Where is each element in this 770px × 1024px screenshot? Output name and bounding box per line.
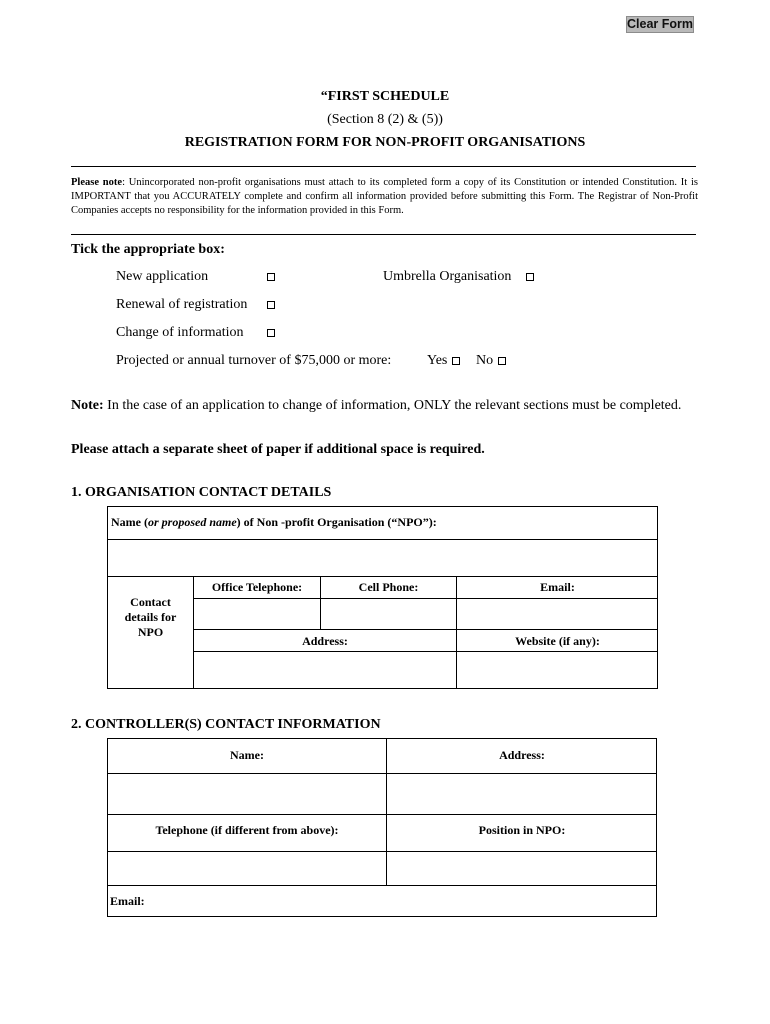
new-application-checkbox[interactable] [267, 273, 275, 281]
table2-rule [107, 885, 657, 886]
umbrella-checkbox[interactable] [526, 273, 534, 281]
email-field[interactable] [458, 600, 657, 628]
office-telephone-label: Office Telephone: [211, 580, 303, 594]
divider-notice [71, 234, 696, 235]
email-label: Email: [540, 580, 575, 594]
divider-top [71, 166, 696, 167]
umbrella-label: Umbrella Organisation [383, 269, 512, 284]
website-field[interactable] [458, 653, 657, 688]
controller-email-label: Email: [110, 894, 145, 908]
attach-note: Please attach a separate sheet of paper if additional space is required. [71, 442, 485, 457]
contact-details-label: Contact details for NPO [124, 595, 177, 639]
turnover-yes-label: Yes [427, 353, 448, 368]
turnover-yes-checkbox[interactable] [452, 357, 460, 365]
table2-rule [107, 851, 657, 852]
website-label: Website (if any): [515, 634, 600, 648]
address-field[interactable] [195, 653, 455, 688]
address-label: Address: [302, 634, 348, 648]
renewal-label: Renewal of registration [116, 297, 248, 312]
table2-rule [107, 814, 657, 815]
change-checkbox[interactable] [267, 329, 275, 337]
table1-rule [193, 629, 658, 630]
npo-name-label: Name (or proposed name) of Non -profit Organisation (“NPO”): [111, 515, 437, 529]
table1-rule [193, 651, 658, 652]
turnover-no-checkbox[interactable] [498, 357, 506, 365]
controller-address-label: Address: [499, 748, 545, 762]
change-note: Note: In the case of an application to change of information, ONLY the relevant sections must be completed. [71, 398, 682, 413]
controller-name-field[interactable] [109, 775, 385, 813]
controller-email-field[interactable] [150, 887, 656, 916]
section1-heading: 1. ORGANISATION CONTACT DETAILS [71, 485, 332, 500]
controller-position-field[interactable] [388, 853, 656, 884]
change-label: Change of information [116, 325, 244, 340]
controller-telephone-field[interactable] [109, 853, 385, 884]
tick-heading: Tick the appropriate box: [71, 242, 225, 257]
cell-phone-label: Cell Phone: [358, 580, 419, 594]
controller-telephone-label: Telephone (if different from above): [155, 823, 339, 837]
table1-rule [107, 539, 658, 540]
notice-paragraph [71, 176, 698, 218]
turnover-label: Projected or annual turnover of $75,000 or more: [116, 353, 392, 368]
new-application-label: New application [116, 269, 209, 284]
section2-heading: 2. CONTROLLER(S) CONTACT INFORMATION [71, 717, 381, 732]
section-reference: (Section 8 (2) & (5)) [327, 112, 443, 127]
cell-phone-field[interactable] [322, 600, 455, 628]
table2-rule [107, 773, 657, 774]
notice-label: Please note [71, 177, 123, 188]
npo-name-field[interactable] [109, 541, 656, 575]
notice-text: : Unincorporated non-profit organisations must attach to its completed form a copy of its Constitution or intended Constitution. It is IMPORTANT that you ACCURATELY complete and confirm all information provided before submitting this Form. The Registrar of Non-Profit Companies accepts no responsibility for the information provided in this Form. [71, 177, 698, 216]
controller-name-label: Name: [230, 748, 264, 762]
page-title: REGISTRATION FORM FOR NON-PROFIT ORGANISATIONS [184, 135, 586, 150]
turnover-no-label: No [476, 353, 494, 368]
controller-position-label: Position in NPO: [478, 823, 566, 837]
clear-form-button[interactable]: Clear Form [627, 17, 693, 31]
office-telephone-field[interactable] [195, 600, 319, 628]
controller-address-field[interactable] [388, 775, 656, 813]
table1-rule [193, 598, 658, 599]
schedule-heading: “FIRST SCHEDULE [320, 89, 450, 104]
table1-rule [107, 576, 658, 577]
renewal-checkbox[interactable] [267, 301, 275, 309]
